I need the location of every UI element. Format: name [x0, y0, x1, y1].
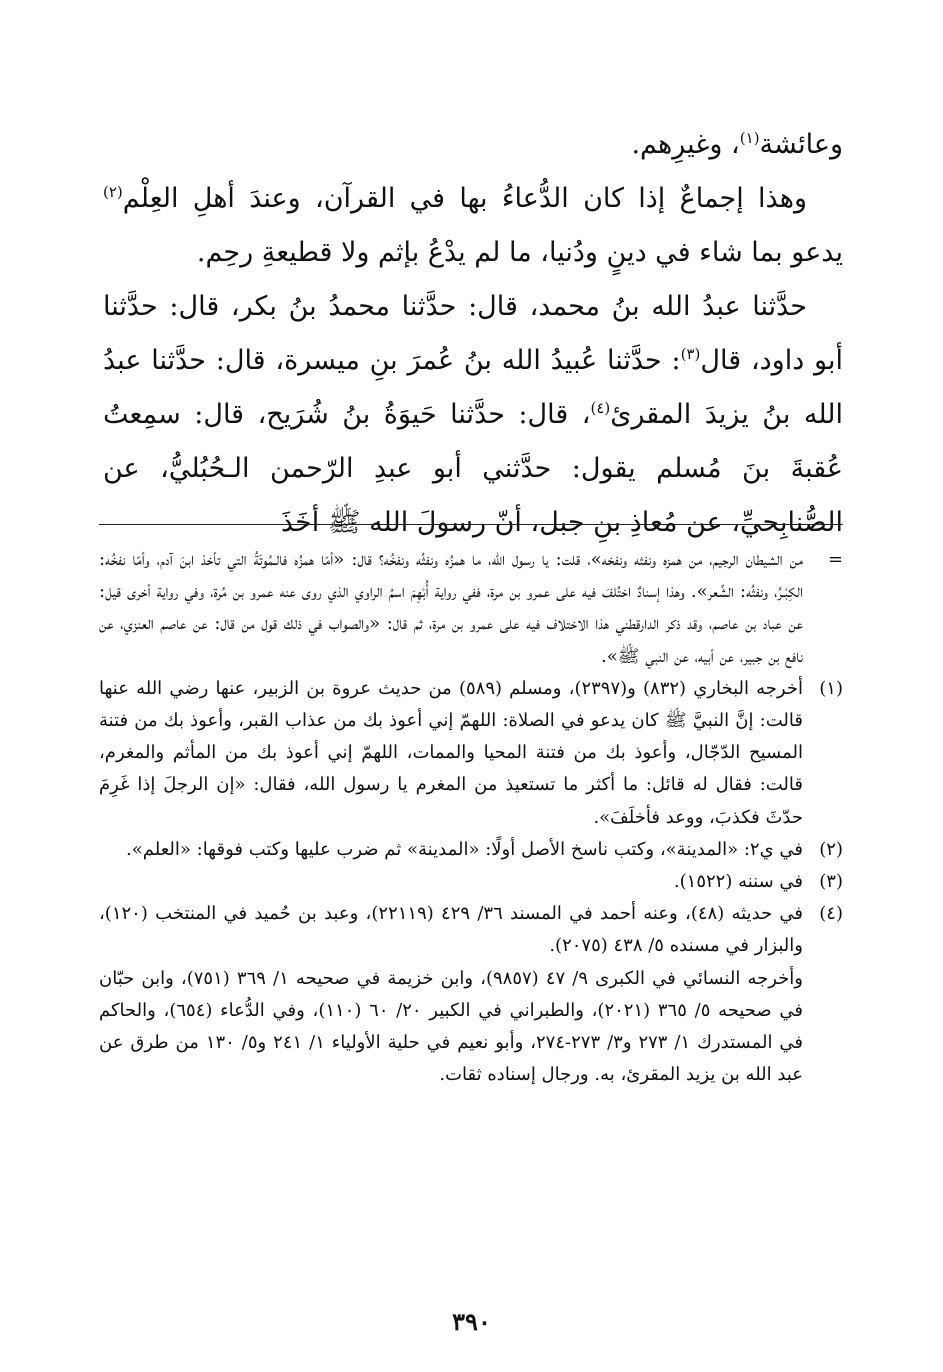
paragraph-3-text-a: حدَّثنا عبدُ الله بنُ محمد، قال: حدَّثنا محمدُ بنُ بكر، قال: حدَّثنا أبو داود، قال	[103, 291, 843, 376]
main-text	[103, 118, 843, 550]
footnote-1	[99, 673, 843, 834]
footnote-text-b: وأخرجه النسائي في الكبرى ٩/ ٤٧ (٩٨٥٧)، وابن خزيمة في صحيحه ١/ ٣٦٩ (٧٥١)، وابن حبّان في صحيحه ٥/ ٣٦٥ (٢٠٢١)، والطبراني في الكبير ٢٠/ ٦٠ (١١٠)، وفي الدُّعاء (٦٥٤)، والحاكم في المستدرك ١/ ٢٧٣ و٣/ ٢٧٣-٢٧٤، وأبو نعيم في حلية الأولياء ١/ ٢٤١ و٥/ ١٣٠ من طرق عن عبد الله بن يزيد المقرئ، به. ورجال إسناده ثقات.	[99, 967, 804, 1086]
page-number: ٣٩٠	[452, 1307, 491, 1336]
footnote-ref-3: (٣)	[680, 345, 701, 363]
footnote-3	[99, 866, 843, 898]
footnote-continued	[99, 544, 843, 673]
footnote-text: في ي٢: «المدينة»، وكتب ناسخ الأصل أولًا: «المدينة» ثم ضرب عليها وكتب فوقها: «العلم».	[126, 838, 803, 860]
paragraph-2	[103, 172, 843, 280]
footnote-ref-1: (١)	[739, 129, 760, 147]
footnote-mark: (٢)	[819, 838, 843, 860]
paragraph-1	[103, 118, 843, 172]
footnote-text-a: في حديثه (٤٨)، وعنه أحمد في المسند ٣٦/ ٤٢٩ (٢٢١١٩)، وعبد بن حُميد في المنتخب (١٢٠)، والبزار في مسنده ٥/ ٤٣٨ (٢٠٧٥).	[99, 903, 804, 957]
footnote-separator	[99, 524, 843, 525]
footnote-text: في سننه (١٥٢٢).	[673, 871, 803, 893]
paragraph-3	[103, 280, 843, 550]
footnote-text: من الشيطان الرجيم، من همزه ونفثه ونفخه»، قلت: يا رسول الله، ما همزُه ونفثُه ونفخُه؟ قال: «أمّا همزُه فالـمُوتَةُ التي تأخذ ابنَ آدم، وأمّا نفخُه: الكِبْـرُ، ونفثُه: الشِّعر». وهذا إسنادٌ اختُلفَ فيه على عمرو بن مرة، ففي رواية أُبْهِمَ اسمُ الراوي الذي روى عنه عمرو بن مُرة، وفي رواية أخرى قيل: عن عباد بن عاصم، وقد ذكر الدارقطني هذا الاختلاف فيه على عمرو بن مرة، ثم قال: «والصواب في ذلك قول من قال: عن عاصم العنزي، عن نافع بن جبير، عن أبيه، عن النبي ﷺ».	[99, 549, 803, 667]
paragraph-3-text-c: ، قال: حدَّثنا حَيوَةُ بنُ شُرَيح، قال: سمِعتُ عُقبةَ بنَ مُسلم يقول: حدَّثني أبو عبدِ الرّحمن الـحُبُليُّ، عن الصُّنابِحيِّ، عن مُعاذِ بنِ جبل، أنّ رسولَ الله ﷺ أخَذَ	[103, 399, 843, 538]
paragraph-1-end: ، وغيرِهم.	[631, 129, 740, 160]
paragraph-3-text-b: : حدَّثنا عُبيدُ الله بنُ عُمرَ بنِ ميسرة، قال: حدَّثنا عبدُ الله بنُ يزيدَ المقرئ	[103, 345, 843, 430]
footnote-4	[99, 898, 843, 1091]
footnote-ref-2: (٢)	[103, 183, 123, 201]
footnote-mark: (٣)	[819, 871, 843, 893]
footnotes	[99, 544, 843, 1091]
footnote-mark: (١)	[819, 677, 843, 699]
paragraph-1-text: وعائشة	[759, 129, 843, 160]
footnote-mark: =	[827, 549, 843, 570]
footnote-mark: (٤)	[819, 903, 843, 925]
footnote-ref-4: (٤)	[590, 399, 611, 417]
paragraph-2-text-b: يدعو بما شاء في دينٍ ودُنيا، ما لم يدْعُ بإثم ولا قطيعةِ رحِم.	[196, 237, 843, 268]
paragraph-2-text-a: وهذا إجماعٌ إذا كان الدُّعاءُ بها في القرآن، وعندَ أهلِ العِلْم	[122, 183, 807, 214]
footnote-2	[99, 834, 843, 866]
footnote-text: أخرجه البخاري (٨٣٢) و(٢٣٩٧)، ومسلم (٥٨٩) من حديث عروة بن الزبير، عنها رضي الله عنها قالت: إنَّ النبيَّ ﷺ كان يدعو في الصلاة: اللهمّ إني أعوذ بك من عذاب القبر، وأعوذ بك من فتنة المسيح الدّجّال، وأعوذ بك من فتنة المحيا والممات، اللهمّ إني أعوذ بك من المأثم والمغرم، قالت: فقال له قائل: ما أكثر ما تستعيذ من المغرم يا رسول الله، فقال: «إن الرجلَ إذا غَرِمَ حدّثَ فكذبَ، ووعد فأخلَفَ».	[99, 677, 803, 828]
